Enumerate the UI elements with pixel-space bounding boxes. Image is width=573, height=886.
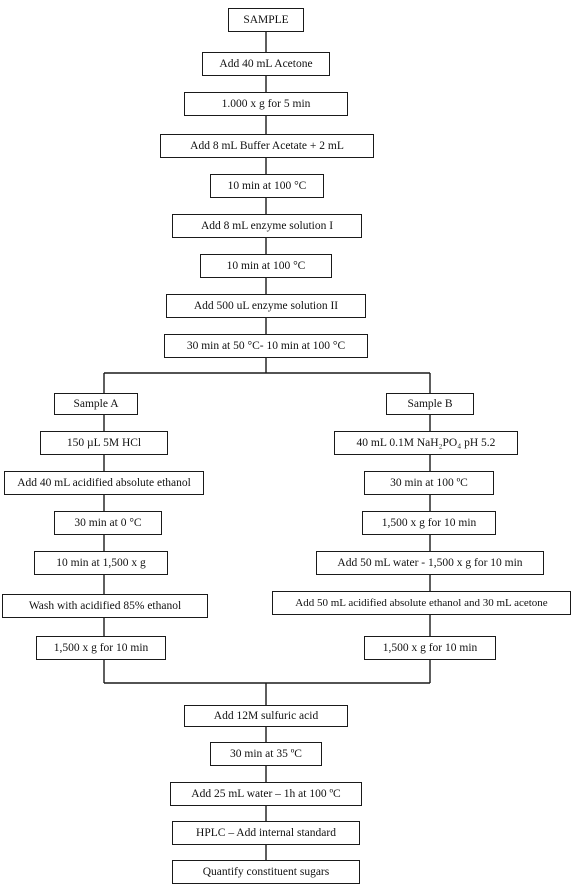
branch-b-water-spin xyxy=(316,551,544,575)
step-sample xyxy=(228,8,304,32)
step-add-enzyme-1 xyxy=(172,214,362,238)
branch-a-centrifuge-2-label: 1,500 x g for 10 min xyxy=(53,642,149,654)
step-add-enzyme-1-label: Add 8 mL enzyme solution I xyxy=(200,220,334,232)
branch-a-add-ethanol xyxy=(4,471,204,495)
step-add-enzyme-2 xyxy=(166,294,366,318)
step-heat-35 xyxy=(210,742,322,766)
branch-a-wash xyxy=(2,594,208,618)
branch-b-centrifuge-label: 1,500 x g for 10 min xyxy=(381,517,477,529)
branch-a-title-label: Sample A xyxy=(73,398,119,410)
branch-a-centrifuge-label: 10 min at 1,500 x g xyxy=(56,557,146,569)
step-heat-1 xyxy=(210,174,324,198)
step-incubate xyxy=(164,334,368,358)
step-add-water-label: Add 25 mL water – 1h at 100 ºC xyxy=(191,788,341,800)
branch-b-add-phosphate-label: 40 mL 0.1M NaH₂PO₄ pH 5.2 xyxy=(356,437,496,449)
step-quantify xyxy=(172,860,360,884)
step-add-acetone-label: Add 40 mL Acetone xyxy=(219,58,313,70)
step-quantify-label: Quantify constituent sugars xyxy=(202,866,330,878)
branch-a-wash-label: Wash with acidified 85% ethanol xyxy=(28,600,182,612)
step-hplc xyxy=(172,821,360,845)
branch-a-add-hcl-label: 150 µL 5M HCl xyxy=(66,437,142,449)
branch-b-title-label: Sample B xyxy=(407,398,453,410)
step-heat-2 xyxy=(200,254,332,278)
branch-b-centrifuge-2 xyxy=(364,636,496,660)
branch-a-add-hcl xyxy=(40,431,168,455)
branch-a-centrifuge-2 xyxy=(36,636,166,660)
branch-b-water-spin-label: Add 50 mL water - 1,500 x g for 10 min xyxy=(337,557,523,569)
branch-b-centrifuge xyxy=(362,511,496,535)
step-heat-1-label: 10 min at 100 °C xyxy=(227,180,307,192)
step-add-enzyme-2-label: Add 500 uL enzyme solution II xyxy=(193,300,339,312)
branch-a-title xyxy=(54,393,138,415)
step-sample-label: SAMPLE xyxy=(243,14,289,26)
branch-b-title xyxy=(386,393,474,415)
step-add-sulfuric-acid xyxy=(184,705,348,727)
branch-a-cold xyxy=(54,511,162,535)
step-add-acetone xyxy=(202,52,330,76)
branch-a-centrifuge xyxy=(34,551,168,575)
step-heat-2-label: 10 min at 100 °C xyxy=(226,260,306,272)
step-add-water xyxy=(170,782,362,806)
branch-b-centrifuge-2-label: 1,500 x g for 10 min xyxy=(382,642,478,654)
step-incubate-label: 30 min at 50 °C- 10 min at 100 °C xyxy=(186,340,346,352)
branch-b-ethanol-acetone-label: Add 50 mL acidified absolute ethanol and 30 mL acetone xyxy=(295,597,548,609)
step-add-sulfuric-acid-label: Add 12M sulfuric acid xyxy=(213,710,319,722)
step-add-buffer xyxy=(160,134,374,158)
step-centrifuge-1 xyxy=(184,92,348,116)
branch-b-heat xyxy=(364,471,494,495)
step-heat-35-label: 30 min at 35 ºC xyxy=(230,748,302,760)
step-centrifuge-1-label: 1.000 x g for 5 min xyxy=(221,98,311,110)
branch-a-add-ethanol-label: Add 40 mL acidified absolute ethanol xyxy=(17,477,191,489)
branch-a-cold-label: 30 min at 0 °C xyxy=(74,517,142,529)
step-hplc-label: HPLC – Add internal standard xyxy=(196,827,336,839)
step-add-buffer-label: Add 8 mL Buffer Acetate + 2 mL xyxy=(190,140,344,152)
branch-b-add-phosphate xyxy=(334,431,518,455)
branch-b-heat-label: 30 min at 100 ºC xyxy=(390,477,468,489)
branch-b-ethanol-acetone xyxy=(272,591,571,615)
